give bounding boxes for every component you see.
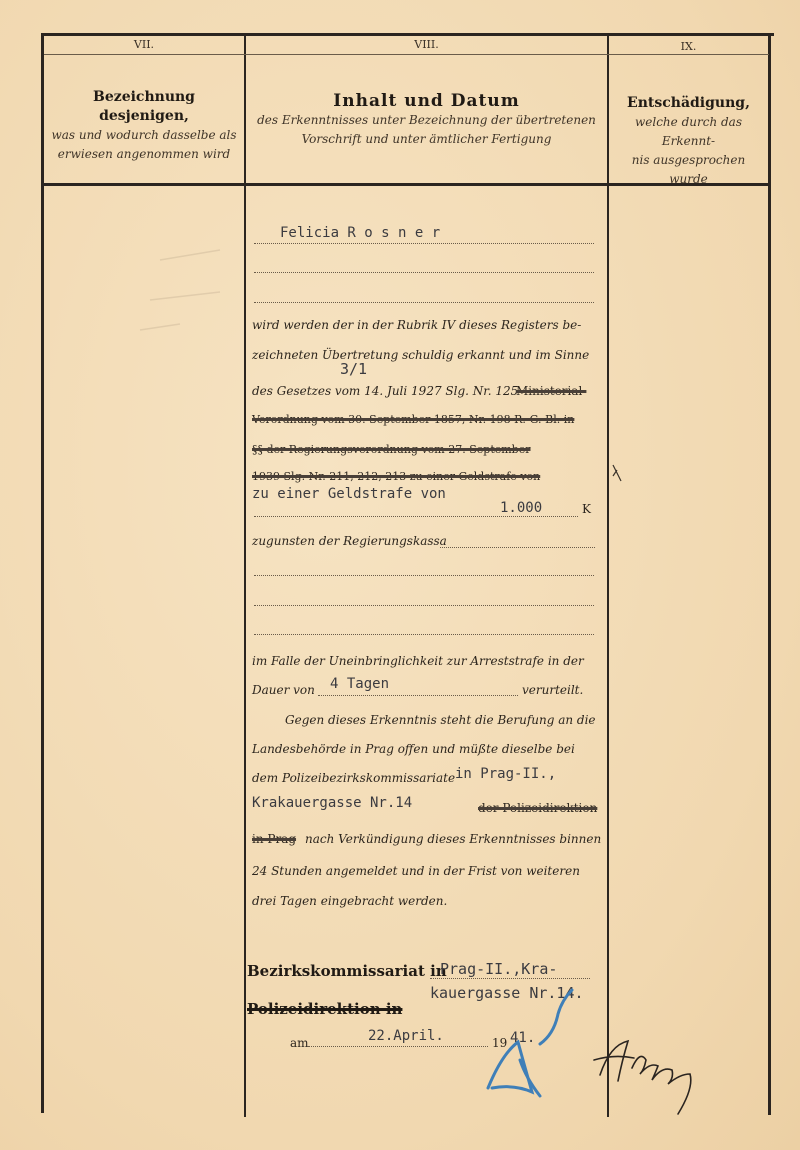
text-line-24: 24 Stunden angemeldet und in der Frist von weiteren [252,864,580,878]
struck-polizeidirektion: Polizeidirektion in [247,1000,403,1018]
decision-date: 22.April. [368,1028,444,1044]
column-subtitle-vii-1: was und wodurch dasselbe als [51,128,237,142]
column-title-viii: Inhalt und Datum [333,91,520,111]
bezirkskommissariat-label: Bezirkskommissariat in [247,962,447,980]
column-subtitle-ix-2: nis ausgesprochen wurde [631,153,746,186]
struck-text-6: in Prag [252,832,297,846]
column-number-ix: IX. [680,40,697,53]
arrest-duration: 4 Tagen [330,676,390,692]
penalty-text: zu einer Geldstrafe von [252,486,446,502]
text-line-landes: Landesbehörde in Prag offen und müßte dieselbe bei [252,742,575,756]
paragraph-fraction: 3/1 [340,360,368,378]
text-line-dem: dem Polizeibezirkskommissariate [252,771,456,785]
dauer-label: Dauer von [252,683,315,697]
text-line-im-falle: im Falle der Uneinbringlichkeit zur Arreststrafe in der [252,654,584,668]
blue-pencil-initials [488,990,572,1096]
struck-text-2: Verordnung vom 30. September 1857, Nr. 198 R.-G.-Bl. in [252,413,575,426]
text-line-zeichneten: zeichneten Übertretung schuldig erkannt und im Sinne [252,348,590,362]
column-title-ix: Entschädigung, [627,95,750,111]
bk-place-line-1: Prag-II.,Kra- [440,960,558,978]
office-line-1: in Prag-II., [455,766,557,782]
column-number-vii: VII. [133,38,155,51]
column-subtitle-vii-2: erwiesen angenommen wird [57,147,231,161]
fine-amount: 1.000 [500,500,543,516]
year-prefix: 19 [492,1036,508,1050]
column-title-vii: Bezeichnung desjenigen, [93,89,195,124]
fine-currency: K [582,502,591,516]
struck-text-3: §§ der Regierungsverordnung vom 27. September [252,443,531,456]
struck-text-1: Ministerial- [516,384,587,398]
column-subtitle-ix-1: welche durch das Erkennt- [635,115,742,148]
text-line-zugunsten: zugunsten der Regierungskassa [252,534,447,548]
column-subtitle-viii-1: des Erkenntnisses unter Bezeichnung der übertretenen [257,113,596,127]
verurteilt-text: verurteilt. [522,683,584,697]
column-number-viii: VIII. [414,38,439,51]
margin-tick [613,465,621,481]
official-signature [594,1041,691,1114]
text-line-wird: wird werden der in der Rubrik IV dieses Registers be- [252,318,582,332]
bk-place-line-2: kauergasse Nr.14. [430,984,584,1002]
am-label: am [290,1036,309,1050]
struck-text-4: 1939 Slg. Nr. 211, 212, 213 zu einer Geldstrafe von [252,470,541,483]
defendant-name: Felicia R o s n e r [280,225,441,241]
text-line-gesetzes: des Gesetzes vom 14. Juli 1927 Slg. Nr. 125 [252,384,519,398]
text-line-drei: drei Tagen eingebracht werden. [252,894,448,908]
column-subtitle-viii-2: Vorschrift und unter ämtlicher Fertigung [301,132,552,146]
year-suffix: 41. [510,1030,536,1046]
text-line-gegen: Gegen dieses Erkenntnis steht die Berufung an die [285,713,596,727]
struck-text-5: der Polizeidirektion [478,801,598,815]
office-line-2: Krakauergasse Nr.14 [252,795,413,811]
text-line-nach: nach Verkündigung dieses Erkenntnisses binnen [305,832,602,846]
faded-stamp-mark [140,250,220,330]
